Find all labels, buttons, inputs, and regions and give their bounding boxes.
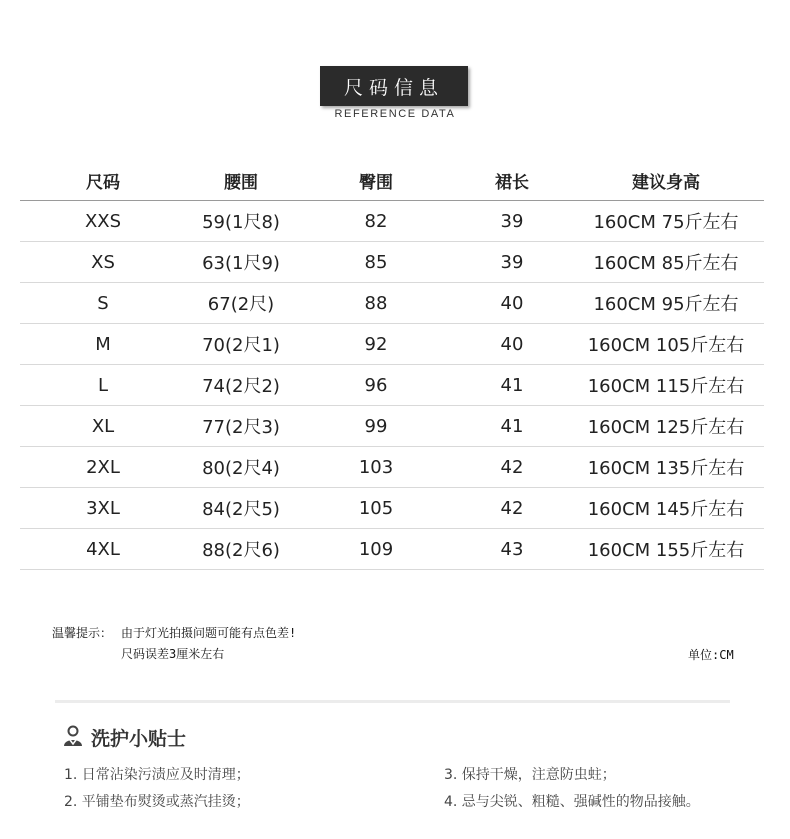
care-item: 4. 忌与尖锐、粗糙、强碱性的物品接触。 bbox=[444, 794, 700, 810]
tips-line-2: 尺码误差3厘米左右 bbox=[121, 647, 225, 661]
divider bbox=[55, 700, 730, 703]
person-icon bbox=[62, 725, 84, 747]
cell-size: L bbox=[97, 374, 109, 396]
cell-hip: 105 bbox=[358, 497, 394, 519]
cell-length: 39 bbox=[500, 210, 524, 232]
cell-waist: 59(1尺8) bbox=[202, 212, 280, 233]
column-header-size: 尺码 bbox=[86, 172, 120, 193]
unit-label: 单位:CM bbox=[688, 648, 734, 662]
cell-size: 2XL bbox=[86, 456, 120, 478]
cell-size: M bbox=[95, 333, 111, 355]
cell-size: XXS bbox=[84, 210, 122, 232]
cell-hip: 92 bbox=[364, 333, 388, 355]
column-header-height: 建议身高 bbox=[632, 172, 700, 193]
cell-hip: 88 bbox=[364, 292, 388, 314]
cell-height: 160CM 125斤左右 bbox=[587, 417, 745, 438]
table-row bbox=[20, 365, 764, 406]
cell-height: 160CM 95斤左右 bbox=[593, 294, 739, 315]
care-item: 2. 平铺垫布熨烫或蒸汽挂烫； bbox=[64, 794, 250, 810]
section-subtitle: REFERENCE DATA bbox=[334, 108, 456, 120]
cell-hip: 99 bbox=[364, 415, 388, 437]
cell-hip: 109 bbox=[358, 538, 394, 560]
cell-length: 40 bbox=[500, 333, 524, 355]
care-title: 洗护小贴士 bbox=[91, 728, 187, 750]
cell-waist: 84(2尺5) bbox=[202, 499, 280, 520]
size-table bbox=[20, 160, 764, 570]
cell-height: 160CM 145斤左右 bbox=[587, 499, 745, 520]
column-header-length: 裙长 bbox=[495, 172, 529, 193]
cell-hip: 103 bbox=[358, 456, 394, 478]
table-row bbox=[20, 529, 764, 570]
cell-length: 41 bbox=[500, 374, 524, 396]
table-body bbox=[20, 201, 764, 570]
cell-size: XL bbox=[91, 415, 115, 437]
care-item: 3. 保持干燥，注意防虫蛀； bbox=[444, 767, 616, 783]
table-header bbox=[20, 160, 764, 201]
cell-length: 40 bbox=[500, 292, 524, 314]
table-row bbox=[20, 488, 764, 529]
cell-hip: 85 bbox=[364, 251, 388, 273]
cell-waist: 67(2尺) bbox=[207, 294, 275, 315]
table-row bbox=[20, 447, 764, 488]
cell-size: 4XL bbox=[86, 538, 120, 560]
cell-waist: 70(2尺1) bbox=[202, 335, 280, 356]
cell-size: 3XL bbox=[86, 497, 120, 519]
cell-size: XS bbox=[91, 251, 115, 273]
cell-waist: 88(2尺6) bbox=[202, 540, 280, 561]
cell-length: 39 bbox=[500, 251, 524, 273]
table-row bbox=[20, 283, 764, 324]
table-row bbox=[20, 324, 764, 365]
cell-length: 41 bbox=[500, 415, 524, 437]
table-row bbox=[20, 406, 764, 447]
section-title: 尺码信息 bbox=[320, 66, 468, 106]
cell-length: 42 bbox=[500, 456, 524, 478]
column-header-hip: 臀围 bbox=[359, 172, 393, 193]
cell-height: 160CM 105斤左右 bbox=[587, 335, 745, 356]
cell-hip: 82 bbox=[364, 210, 388, 232]
column-header-waist: 腰围 bbox=[224, 172, 258, 193]
cell-waist: 77(2尺3) bbox=[202, 417, 280, 438]
cell-waist: 63(1尺9) bbox=[202, 253, 280, 274]
cell-height: 160CM 85斤左右 bbox=[593, 253, 739, 274]
cell-waist: 80(2尺4) bbox=[202, 458, 280, 479]
cell-height: 160CM 115斤左右 bbox=[587, 376, 745, 397]
cell-height: 160CM 155斤左右 bbox=[587, 540, 745, 561]
cell-height: 160CM 135斤左右 bbox=[587, 458, 745, 479]
tips-line-1: 由于灯光拍摄问题可能有点色差! bbox=[121, 626, 297, 640]
cell-length: 43 bbox=[500, 538, 524, 560]
cell-length: 42 bbox=[500, 497, 524, 519]
table-row bbox=[20, 201, 764, 242]
table-row bbox=[20, 242, 764, 283]
tips-label: 温馨提示： bbox=[52, 626, 113, 640]
cell-height: 160CM 75斤左右 bbox=[593, 212, 739, 233]
cell-size: S bbox=[97, 292, 109, 314]
cell-hip: 96 bbox=[364, 374, 388, 396]
cell-waist: 74(2尺2) bbox=[202, 376, 280, 397]
care-item: 1. 日常沾染污渍应及时清理； bbox=[64, 767, 250, 783]
